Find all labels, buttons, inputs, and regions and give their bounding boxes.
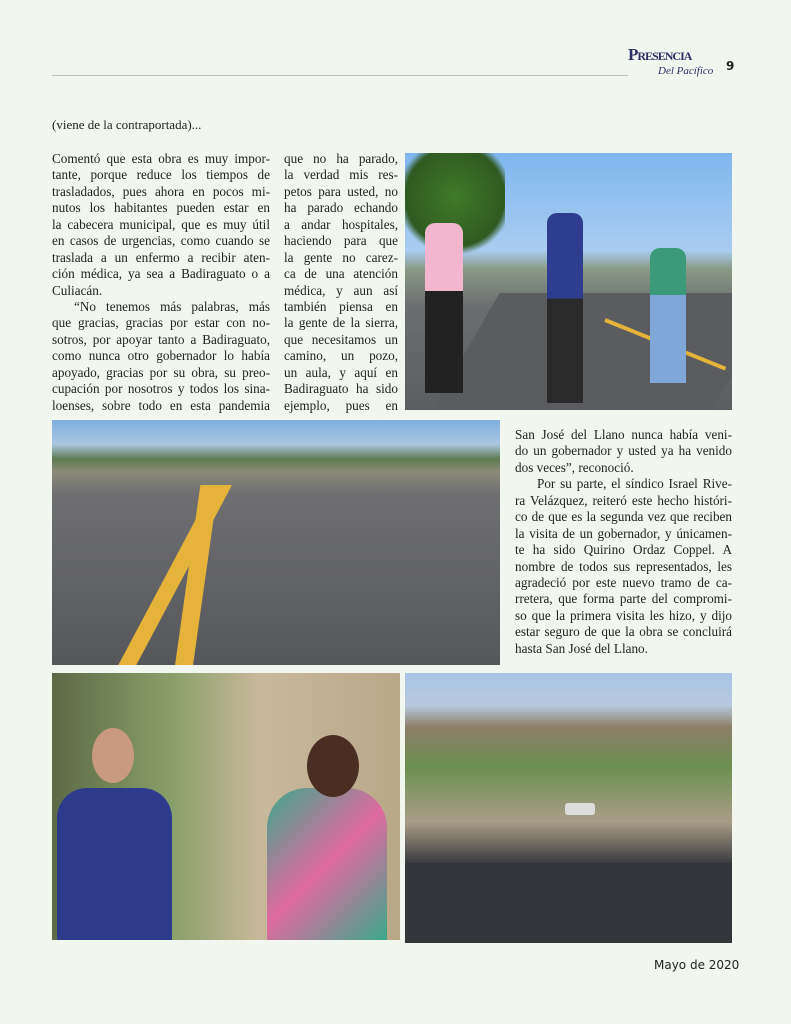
text-line: hasta San José del Llano. bbox=[515, 640, 648, 656]
text-line: haciendo para que bbox=[284, 233, 398, 249]
text-line: como nunca otro gobernador lo había bbox=[52, 348, 270, 364]
issue-date: Mayo de 2020 bbox=[654, 958, 740, 972]
text-line: camino, un pozo, bbox=[284, 348, 398, 364]
text-line: la verdad mis res- bbox=[284, 167, 398, 183]
text-line: estar seguro de que la obra se concluirá bbox=[515, 624, 732, 640]
photo-curved-road bbox=[52, 420, 500, 665]
text-line: la gente de la sierra, bbox=[284, 315, 398, 331]
continued-note: (viene de la contraportada)... bbox=[52, 117, 202, 132]
text-line: ra Velázquez, reiteró este hecho históri- bbox=[515, 492, 732, 508]
logo-text: Presencia bbox=[628, 45, 692, 64]
text-column-3 bbox=[515, 427, 732, 657]
text-line: ción médica, ya sea a Badiraguato o a bbox=[52, 266, 270, 282]
text-line: la cabecera municipal, que es muy útil bbox=[52, 216, 270, 232]
text-line: apoyado, gracias por su obra, su preo- bbox=[52, 364, 270, 380]
text-line: que no ha parado, bbox=[284, 151, 398, 166]
text-line: dos veces”, reconoció. bbox=[515, 459, 634, 475]
text-line: ha parado echando bbox=[284, 200, 398, 216]
text-line: ejemplo, pues en bbox=[284, 397, 398, 413]
text-line: do un gobernador y usted ya ha venido bbox=[515, 443, 732, 459]
text-line: a andar hospitales, bbox=[284, 216, 398, 232]
photo-officials-walking-road bbox=[405, 153, 732, 410]
text-line: que necesitamos un bbox=[284, 331, 398, 347]
text-line: la visita de un gobernador, y únicamen- bbox=[515, 525, 732, 541]
presencia-logo bbox=[628, 46, 718, 82]
text-line: so que la primera visita les hizo, y dijo bbox=[515, 607, 732, 623]
text-column-2 bbox=[284, 151, 398, 414]
text-line: San José del Llano nunca había veni- bbox=[515, 427, 732, 442]
text-line: “No tenemos más palabras, más bbox=[74, 298, 270, 314]
text-line: co de que es la segunda vez que reciben bbox=[515, 509, 732, 525]
photo-road-with-car bbox=[405, 673, 732, 943]
photo-governor-speaking bbox=[52, 673, 400, 940]
text-line: que gracias, gracias por estar con no- bbox=[52, 315, 270, 331]
text-line: loenses, sobre todo en esta pandemia bbox=[52, 397, 270, 413]
logo-subtext: Del Pacífico bbox=[658, 65, 714, 77]
text-line: Badiraguato ha sido bbox=[284, 381, 398, 397]
text-line: agradeció por este nuevo tramo de ca- bbox=[515, 574, 732, 590]
text-line: traslada a un enfermo a recibir aten- bbox=[52, 249, 270, 265]
text-line: en casos de urgencias, como cuando se bbox=[52, 233, 270, 249]
text-line: nombre de todos sus representados, les bbox=[515, 558, 732, 574]
header-rule bbox=[52, 75, 628, 76]
text-column-1 bbox=[52, 151, 270, 414]
text-line: Por su parte, el síndico Israel Rive- bbox=[537, 476, 732, 492]
text-line: nutos los habitantes pueden estar en bbox=[52, 200, 270, 216]
text-line: Culiacán. bbox=[52, 282, 103, 298]
text-line: cupación por nosotros y todos los sina- bbox=[52, 381, 270, 397]
text-line: petos para usted, no bbox=[284, 183, 398, 199]
text-line: un aula, y aquí en bbox=[284, 364, 398, 380]
page-number: 9 bbox=[726, 59, 735, 73]
text-line: ca de una atención bbox=[284, 266, 398, 282]
text-line: rretera, que forma parte del compromi- bbox=[515, 591, 732, 607]
text-line: Comentó que esta obra es muy impor- bbox=[52, 151, 270, 166]
text-line: te ha sido Quirino Ordaz Coppel. A bbox=[515, 542, 732, 558]
text-line: trasladados, pues ahora en pocos mi- bbox=[52, 183, 270, 199]
text-line: también piensa en bbox=[284, 298, 398, 314]
text-line: sotros, por apoyar tanto a Badiraguato, bbox=[52, 331, 270, 347]
text-line: tante, porque reduce los tiempos de bbox=[52, 167, 270, 183]
text-line: la gente no carez- bbox=[284, 249, 398, 265]
text-line: médica, y aun así bbox=[284, 282, 398, 298]
